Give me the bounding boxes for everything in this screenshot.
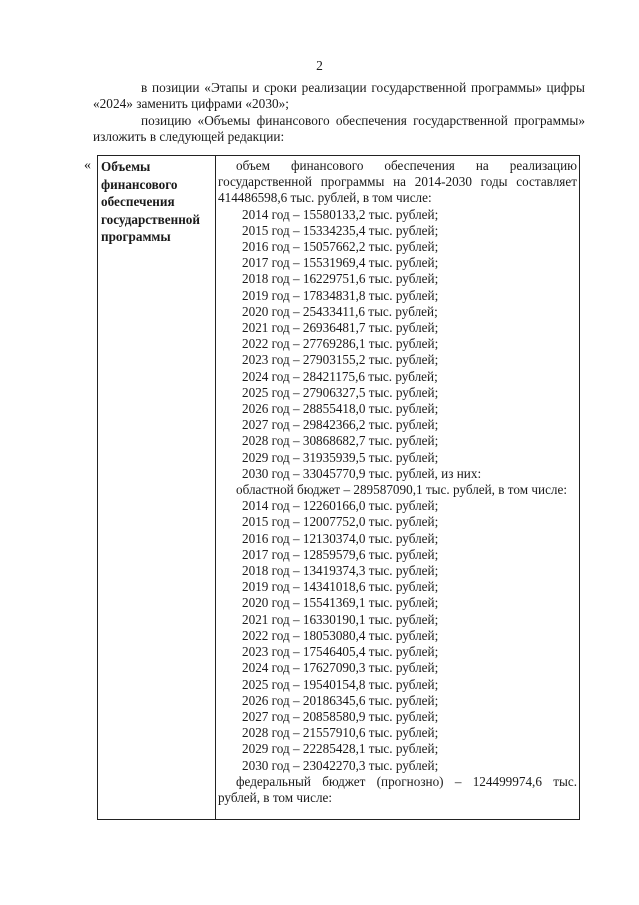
table-content-cell bbox=[218, 158, 577, 806]
regional-year-line: 2023 год – 17546405,4 тыс. рублей; bbox=[242, 644, 439, 660]
total-funding-intro: объем финансового обеспечения на реализацию государственной программы на 2014-2030 годы составляет 414486598,6 тыс. рублей, в том числе: bbox=[218, 158, 577, 206]
regional-year-line: 2026 год – 20186345,6 тыс. рублей; bbox=[242, 692, 439, 708]
federal-budget-intro: федеральный бюджет (прогнозно) – 124499974,6 тыс. рублей, в том числе: bbox=[218, 773, 577, 805]
regional-year-line: 2019 год – 14341018,6 тыс. рублей; bbox=[242, 579, 439, 595]
total-year-line: 2027 год – 29842366,2 тыс. рублей; bbox=[242, 417, 439, 433]
regional-year-line: 2015 год – 12007752,0 тыс. рублей; bbox=[242, 514, 439, 530]
regional-year-line: 2020 год – 15541369,1 тыс. рублей; bbox=[242, 595, 439, 611]
regional-year-line: 2027 год – 20858580,9 тыс. рублей; bbox=[242, 708, 439, 724]
page-number: 2 bbox=[316, 58, 323, 73]
regional-year-line: 2025 год – 19540154,8 тыс. рублей; bbox=[242, 676, 439, 692]
intro-paragraph-1 bbox=[93, 80, 585, 112]
total-year-line: 2014 год – 15580133,2 тыс. рублей; bbox=[242, 206, 439, 222]
regional-by-year-list bbox=[218, 498, 577, 773]
funding-table bbox=[97, 155, 580, 820]
total-year-line: 2023 год – 27903155,2 тыс. рублей; bbox=[242, 352, 439, 368]
total-year-line: 2028 год – 30868682,7 тыс. рублей; bbox=[242, 433, 439, 449]
total-year-line: 2017 год – 15531969,4 тыс. рублей; bbox=[242, 255, 439, 271]
total-year-line: 2016 год – 15057662,2 тыс. рублей; bbox=[242, 239, 439, 255]
label-line: программы bbox=[101, 229, 171, 244]
total-by-year-list bbox=[218, 207, 577, 482]
label-line: обеспечения bbox=[101, 194, 175, 209]
label-line: финансового bbox=[101, 176, 178, 192]
total-year-line: 2015 год – 15334235,4 тыс. рублей; bbox=[242, 222, 439, 238]
total-year-line: 2029 год – 31935939,5 тыс. рублей; bbox=[242, 449, 439, 465]
regional-year-line: 2030 год – 23042270,3 тыс. рублей; bbox=[242, 757, 439, 773]
intro-paragraph-2 bbox=[93, 113, 585, 145]
total-year-line: 2022 год – 27769286,1 тыс. рублей; bbox=[242, 336, 439, 352]
total-year-line: 2019 год – 17834831,8 тыс. рублей; bbox=[242, 287, 439, 303]
label-line: государственной bbox=[101, 211, 200, 227]
total-year-line: 2018 год – 16229751,6 тыс. рублей; bbox=[242, 271, 439, 287]
total-year-line: 2020 год – 25433411,6 тыс. рублей; bbox=[242, 303, 438, 319]
total-year-line: 2025 год – 27906327,5 тыс. рублей; bbox=[242, 384, 439, 400]
total-year-line: 2021 год – 26936481,7 тыс. рублей; bbox=[242, 320, 439, 336]
total-year-line: 2030 год – 33045770,9 тыс. рублей, из них: bbox=[242, 465, 482, 481]
regional-year-line: 2021 год – 16330190,1 тыс. рублей; bbox=[242, 611, 439, 627]
intro-text-stages: в позиции «Этапы и сроки реализации государственной программы» цифры «2024» заменить цифрами «2030»; bbox=[93, 80, 585, 111]
regional-year-line: 2018 год – 13419374,3 тыс. рублей; bbox=[242, 563, 439, 579]
regional-year-line: 2028 год – 21557910,6 тыс. рублей; bbox=[242, 725, 439, 741]
regional-year-line: 2022 год – 18053080,4 тыс. рублей; bbox=[242, 627, 439, 643]
total-year-line: 2026 год – 28855418,0 тыс. рублей; bbox=[242, 401, 439, 417]
table-column-divider bbox=[215, 156, 216, 819]
table-label-cell bbox=[101, 158, 213, 246]
regional-year-line: 2024 год – 17627090,3 тыс. рублей; bbox=[242, 660, 439, 676]
regional-year-line: 2016 год – 12130374,0 тыс. рублей; bbox=[242, 530, 439, 546]
regional-year-line: 2014 год – 12260166,0 тыс. рублей; bbox=[242, 498, 439, 514]
total-year-line: 2024 год – 28421175,6 тыс. рублей; bbox=[242, 368, 438, 384]
regional-year-line: 2029 год – 22285428,1 тыс. рублей; bbox=[242, 741, 439, 757]
opening-quote-mark: « bbox=[84, 158, 91, 173]
label-line: Объемы bbox=[101, 159, 151, 174]
regional-year-line: 2017 год – 12859579,6 тыс. рублей; bbox=[242, 546, 439, 562]
regional-budget-intro: областной бюджет – 289587090,1 тыс. рублей, в том числе: bbox=[236, 482, 568, 498]
intro-text-funding: позицию «Объемы финансового обеспечения государственной программы» изложить в следующей редакции: bbox=[93, 113, 585, 144]
